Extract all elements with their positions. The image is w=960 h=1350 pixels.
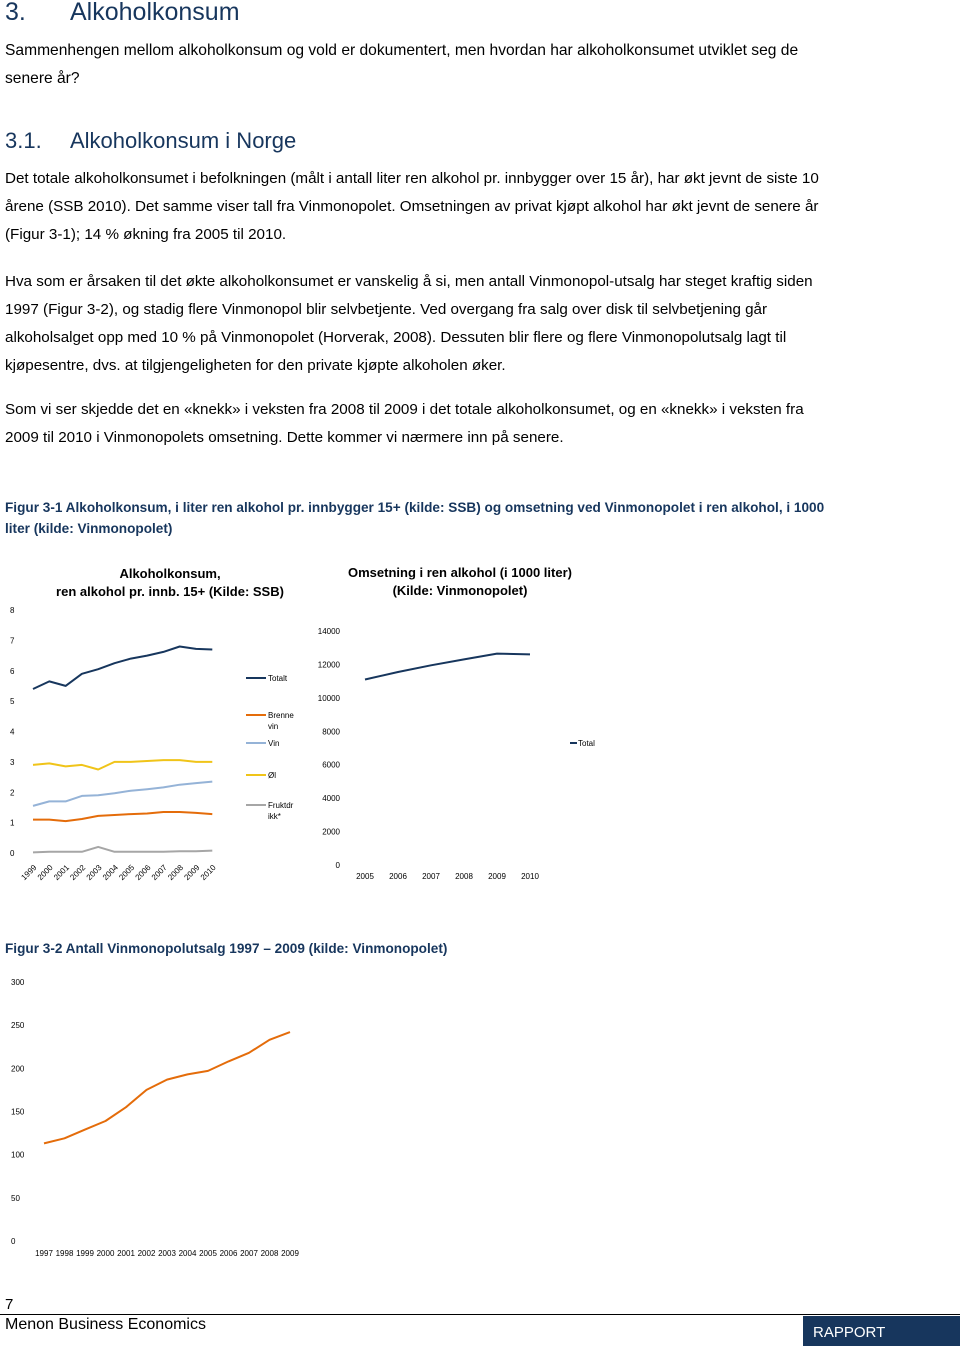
footer-divider [0, 1314, 960, 1315]
chart2-xtick-label: 2010 [521, 872, 539, 881]
chart1-ytick-label: 3 [10, 757, 15, 767]
page-number: 7 [5, 1296, 14, 1313]
chart1-series-line-1 [33, 812, 212, 821]
chart2-xtick-label: 2005 [356, 872, 374, 881]
chart1-title-line2: ren alkohol pr. innb. 15+ (Kilde: SSB) [56, 584, 284, 599]
chart1-ytick-label: 0 [10, 849, 15, 858]
paragraph-knekk: Som vi ser skjedde det en «knekk» i veksten fra 2008 til 2009 i det totale alkoholkonsumet, og en «knekk» i veksten fra 2009 til 2010 i Vinmonopolets omsetning. Dette kommer vi nærmere inn på senere. [5, 401, 804, 446]
chart1-xtick-label: 2002 [68, 863, 88, 882]
paragraph-consumption: Det totale alkoholkonsumet i befolkningen (målt i antall liter ren alkohol pr. innbygger over 15 år), har økt jevnt de siste 10 årene (SSB 2010). Det samme viser tall fra Vinmonopolet. Omsetningen av privat kjøpt alkohol har økt jevnt de senere år (Figur 3-1); 14 % økning fra 2005 til 2010. [5, 170, 819, 243]
chart2-ytick-label: 14000 [317, 627, 340, 636]
chart3-xtick-label: 1999 [76, 1249, 94, 1258]
chart3-xtick-label: 2000 [96, 1249, 115, 1258]
chart1-series-line-3 [33, 760, 212, 769]
chart2-legend [570, 735, 630, 755]
chart3-xtick-label: 2008 [260, 1249, 279, 1258]
chart3-ytick-label: 50 [11, 1193, 20, 1203]
legend-label-1: vin [268, 722, 279, 731]
chart2-ytick-label: 2000 [322, 827, 340, 837]
chart2-title-line1: Omsetning i ren alkohol (i 1000 liter) [348, 565, 572, 580]
chart2-ytick-label: 8000 [322, 727, 340, 737]
chart1-title-line1: Alkoholkonsum, [119, 566, 221, 581]
chart3-xtick-label: 2005 [199, 1249, 217, 1258]
subsection-title: Alkoholkonsum i Norge [70, 128, 297, 153]
chart3-ytick-label: 250 [11, 1021, 25, 1031]
legend-label-2: Vin [268, 739, 280, 748]
chart3-ytick-label: 200 [11, 1064, 25, 1074]
chart3-xtick-label: 2003 [158, 1249, 176, 1258]
chart1-ytick-label: 1 [10, 818, 15, 828]
chart1-xtick-label: 1999 [19, 863, 39, 882]
chart2-ytick-label: 4000 [322, 794, 340, 804]
chart1-xtick-label: 2005 [117, 863, 137, 882]
chart1-ytick-label: 7 [10, 636, 15, 646]
chart1-title [30, 565, 310, 601]
chart1-xtick-label: 2001 [52, 863, 72, 882]
chart3-ytick-label: 300 [11, 978, 25, 987]
chart3-xtick-label: 2002 [137, 1249, 156, 1258]
chart2-xtick-label: 2007 [422, 872, 440, 881]
chart1-xtick-label: 2004 [100, 863, 120, 882]
paragraph-causes: Hva som er årsaken til det økte alkoholkonsumet er vanskelig å si, men antall Vinmonopol-utsalg har steget kraftig siden 1997 (Figur 3-2), og stadig flere Vinmonopol blir selvbetjente. Ved overgang fra salg over disk til selvbetjening går alkoholsalget opp med 10 % på Vinmonopolet (Horverak, 2008). Dessuten blir flere og flere Vinmonopolutsalg lagt til kjøpesentre, dvs. at tilgjengeligheten for den private kjøpte alkoholen øker. [5, 273, 813, 374]
footer-report-label: RAPPORT [803, 1316, 960, 1346]
chart2-xtick-label: 2006 [389, 872, 407, 881]
chart2-ytick-label: 10000 [317, 693, 340, 703]
figure-caption-3-1: Figur 3-1 Alkoholkonsum, i liter ren alkohol pr. innbygger 15+ (kilde: SSB) og omsetning ved Vinmonopolet i ren alkohol, i 1000 liter (kilde: Vinmonopolet) [5, 500, 825, 536]
chart-omsetning [300, 620, 560, 890]
chart1-ytick-label: 6 [10, 666, 15, 676]
chart3-ytick-label: 150 [11, 1107, 25, 1117]
chart2-xtick-label: 2008 [455, 872, 473, 881]
chart1-xtick-label: 2008 [166, 863, 186, 882]
legend-label-0: Totalt [268, 674, 288, 683]
section-heading [5, 0, 240, 27]
legend-label-4: ikk* [268, 812, 281, 821]
chart3-xtick-label: 1998 [55, 1249, 74, 1258]
chart1-ytick-label: 5 [10, 697, 15, 707]
chart1-xtick-label: 2003 [84, 863, 104, 882]
chart2-ytick-label: 6000 [322, 760, 340, 770]
section-title: Alkoholkonsum [70, 0, 240, 26]
chart2-ytick-label: 12000 [317, 660, 340, 670]
chart2-title-line2: (Kilde: Vinmonopolet) [392, 583, 528, 598]
chart3-xtick-label: 1997 [35, 1249, 53, 1258]
legend-label-1: Brenne [268, 711, 294, 720]
chart3-xtick-label: 2009 [281, 1249, 299, 1258]
chart3-ytick-label: 100 [11, 1150, 25, 1160]
legend-label-3: Øl [268, 771, 276, 780]
section-number: 3. [5, 0, 26, 26]
figure-caption-3-2: Figur 3-2 Antall Vinmonopolutsalg 1997 – 2009 (kilde: Vinmonopolet) [5, 941, 448, 956]
chart1-ytick-label: 4 [10, 727, 15, 737]
chart3-series-line-0 [44, 1032, 290, 1143]
chart2-ytick-label: 0 [335, 861, 340, 870]
intro-paragraph: Sammenhengen mellom alkoholkonsum og vold er dokumentert, men hvordan har alkoholkonsumet utviklet seg de senere år? [5, 42, 799, 87]
chart1-xtick-label: 2009 [182, 863, 202, 882]
chart2-series-line-0 [365, 654, 530, 680]
chart1-series-line-0 [33, 647, 212, 690]
footer-company: Menon Business Economics [5, 1316, 206, 1333]
chart2-title [310, 564, 610, 600]
chart3-ytick-label: 0 [11, 1237, 16, 1246]
chart1-series-line-2 [33, 782, 212, 806]
chart2-xtick-label: 2009 [488, 872, 506, 881]
subsection-number: 3.1. [5, 128, 42, 153]
chart1-xtick-label: 2006 [133, 863, 153, 882]
chart1-xtick-label: 2010 [198, 863, 218, 882]
chart3-xtick-label: 2001 [117, 1249, 135, 1258]
chart1-xtick-label: 2007 [149, 863, 169, 882]
chart1-ytick-label: 2 [10, 788, 15, 798]
chart1-xtick-label: 2000 [35, 863, 55, 882]
chart-vinmonopolutsalg [0, 970, 310, 1270]
chart3-xtick-label: 2006 [219, 1249, 238, 1258]
subsection-heading [5, 128, 296, 154]
chart3-xtick-label: 2007 [240, 1249, 258, 1258]
legend-label-4: Fruktdr [268, 801, 294, 810]
chart1-ytick-label: 8 [10, 606, 15, 615]
chart1-series-line-4 [33, 847, 212, 853]
chart3-xtick-label: 2004 [178, 1249, 197, 1258]
legend-label-total: Total [578, 739, 595, 748]
